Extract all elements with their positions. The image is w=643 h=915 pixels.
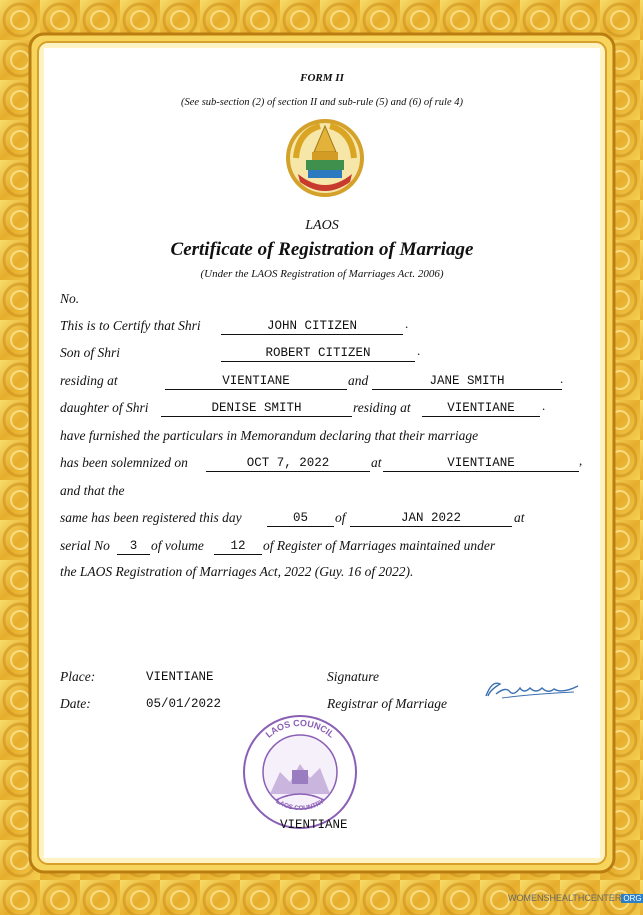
watermark-text: WOMENSHEALTHCENTER xyxy=(508,893,622,903)
subsection-reference: (See sub-section (2) of section II and sub-rule (5) and (6) of rule 4) xyxy=(181,97,463,108)
certificate-paper xyxy=(44,48,600,858)
certify-label: This is to Certify that Shri xyxy=(60,318,201,333)
husband-name-field: JOHN CITIZEN xyxy=(221,318,403,335)
country-title: LAOS xyxy=(305,218,339,233)
handwritten-signature-icon xyxy=(482,676,582,702)
furnished-text: have furnished the particulars in Memorandum declaring that their marriage xyxy=(60,428,479,443)
residing-label-2: residing at xyxy=(353,400,411,415)
act-reference: (Under the LAOS Registration of Marriages Act. 2006) xyxy=(200,268,444,280)
signature-label: Signature xyxy=(327,669,379,684)
seal-city-label: VIENTIANE xyxy=(280,818,348,832)
registered-label: same has been registered this day xyxy=(60,510,242,525)
place-label: Place: xyxy=(60,669,96,684)
wife-parent-field: DENISE SMITH xyxy=(161,400,352,417)
svg-text:LAOS COUNCIL: LAOS COUNCIL xyxy=(263,717,337,740)
registration-month-year-field: JAN 2022 xyxy=(350,510,512,527)
official-seal-icon xyxy=(240,712,360,832)
wife-name-field: JANE SMITH xyxy=(372,373,562,390)
act-text: the LAOS Registration of Marriages Act, 2022 (Guy. 16 of 2022). xyxy=(60,564,414,579)
registrar-label: Registrar of Marriage xyxy=(327,696,447,711)
register-text: of Register of Marriages maintained under xyxy=(263,538,496,553)
and-label: and xyxy=(348,373,369,388)
certificate-title: Certificate of Registration of Marriage xyxy=(170,239,474,260)
wife-residence-field: VIENTIANE xyxy=(422,400,540,417)
serial-number-field: 3 xyxy=(117,538,150,555)
form-number: FORM II xyxy=(300,72,344,84)
of-label: of xyxy=(335,510,346,525)
period: . xyxy=(417,343,421,358)
svg-text:LAOS COUNTRY: LAOS COUNTRY xyxy=(274,798,326,813)
date-value: 05/01/2022 xyxy=(146,697,222,711)
date-label: Date: xyxy=(60,696,91,711)
and-that-text: and that the xyxy=(60,483,125,498)
period: . xyxy=(560,371,564,386)
period: . xyxy=(405,316,409,331)
serial-label: serial No xyxy=(60,538,110,553)
comma: , xyxy=(579,453,583,468)
laos-national-emblem-icon xyxy=(284,118,366,198)
at-label-2: at xyxy=(514,510,525,525)
daughter-of-label: daughter of Shri xyxy=(60,400,149,415)
solemnized-label: has been solemnized on xyxy=(60,455,188,470)
volume-number-field: 12 xyxy=(214,538,262,555)
at-label: at xyxy=(371,455,382,470)
solemnized-date-field: OCT 7, 2022 xyxy=(206,455,370,472)
registration-day-field: 05 xyxy=(267,510,334,527)
place-value: VIENTIANE xyxy=(146,670,214,684)
solemnized-place-field: VIENTIANE xyxy=(383,455,579,472)
son-of-label: Son of Shri xyxy=(60,345,121,360)
watermark-tld: ORG xyxy=(623,894,642,903)
period: . xyxy=(542,398,546,413)
volume-label: of volume xyxy=(151,538,204,553)
husband-residence-field: VIENTIANE xyxy=(165,373,347,390)
residing-label: residing at xyxy=(60,373,118,388)
certificate-number-label: No. xyxy=(60,291,80,306)
husband-father-field: ROBERT CITIZEN xyxy=(221,345,415,362)
watermark xyxy=(508,893,643,903)
